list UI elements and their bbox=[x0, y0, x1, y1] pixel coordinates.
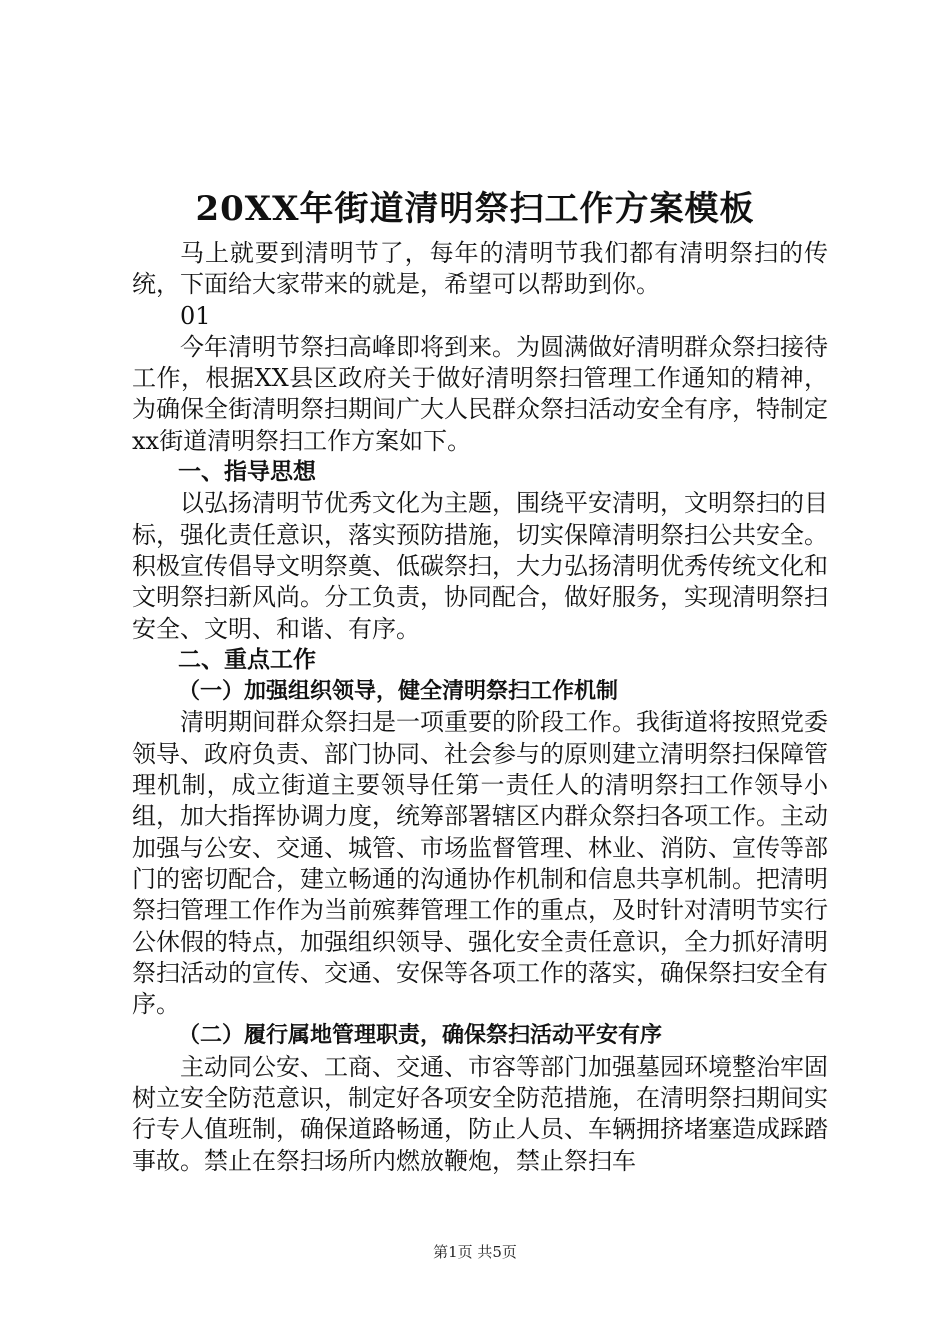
subheading-territorial-management: （二）履行属地管理职责，确保祭扫活动平安有序 bbox=[178, 1023, 663, 1049]
paragraph-2: 以弘扬清明节优秀文化为主题，围绕平安清明，文明祭扫的目标，强化责任意识，落实预防措施，切实保障清明祭扫公共安全。积极宣传倡导文明祭奠、低碳祭扫，大力弘扬清明优秀传统文化和文明祭扫新风尚。分工负责，协同配合，做好服务，实现清明祭扫安全、文明、和谐、有序。 bbox=[132, 489, 828, 643]
document-title: 20XX年街道清明祭扫工作方案模板 bbox=[195, 189, 755, 229]
heading-key-work: 二、重点工作 bbox=[178, 646, 316, 673]
subheading-organization: （一）加强组织领导，健全清明祭扫工作机制 bbox=[178, 679, 619, 705]
page-footer: 第1页 共5页 bbox=[433, 1243, 517, 1261]
paragraph-4: 主动同公安、工商、交通、市容等部门加强墓园环境整治牢固树立安全防范意识，制定好各项安全防范措施，在清明祭扫期间实行专人值班制，确保道路畅通，防止人员、车辆拥挤堵塞造成踩踏事故。禁止在祭扫场所内燃放鞭炮，禁止祭扫车 bbox=[132, 1052, 828, 1175]
heading-guiding-thought: 一、指导思想 bbox=[178, 459, 316, 486]
paragraph-3: 清明期间群众祭扫是一项重要的阶段工作。我街道将按照党委领导、政府负责、部门协同、社会参与的原则建立清明祭扫保障管理机制，成立街道主要领导任第一责任人的清明祭扫工作领导小组，加大指挥协调力度，统筹部署辖区内群众祭扫各项工作。主动加强与公安、交通、城管、市场监督管理、林业、消防、宣传等部门的密切配合，建立畅通的沟通协作机制和信息共享机制。把清明祭扫管理工作作为当前殡葬管理工作的重点，及时针对清明节实行公休假的特点，加强组织领导、强化安全责任意识，全力抓好清明祭扫活动的宣传、交通、安保等各项工作的落实，确保祭扫安全有序。 bbox=[132, 708, 828, 1019]
paragraph-1: 今年清明节祭扫高峰即将到来。为圆满做好清明群众祭扫接待工作，根据XX县区政府关于做好清明祭扫管理工作通知的精神，为确保全街清明祭扫期间广大人民群众祭扫活动安全有序，特制定xx街道清明祭扫工作方案如下。 bbox=[132, 332, 828, 455]
document-body bbox=[132, 238, 828, 1177]
section-number: 01 bbox=[180, 301, 211, 330]
intro-paragraph: 马上就要到清明节了，每年的清明节我们都有清明祭扫的传统，下面给大家带来的就是，希望可以帮助到你。 bbox=[132, 239, 828, 299]
